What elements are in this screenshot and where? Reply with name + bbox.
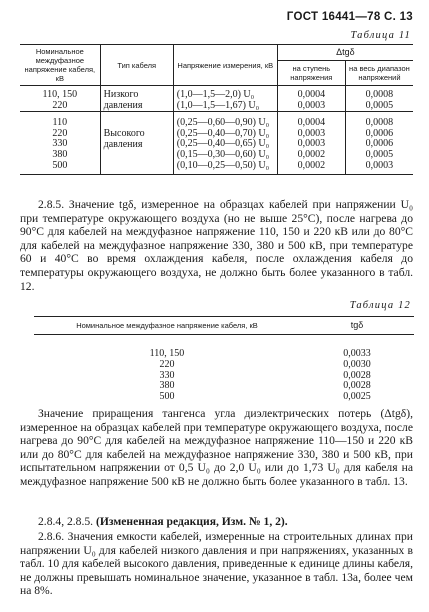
step-cell: 0,0004 [297,89,326,100]
paragraph-2-8-4 [20,515,413,529]
voltage-cell: 500 [159,391,175,403]
voltage-cell: 110, 150 [149,348,185,359]
tg-cell: 0,0028 [343,380,371,392]
range-cell: 0,0006 [365,127,394,139]
table-12 [34,316,414,403]
test-cell: (0,15—0,30—0,60) U₀ [176,148,270,160]
paragraph-2-8-6-text: 2.8.6. Значения емкости кабелей, измеренные на строительных длинах при напряжении U₀ для кабелей низкого давления и при напряжениях, указанных в табл. 10 для кабелей высокого давления, приведенные к единице длины кабеля, не должны превышать номинальное значение, указанное в табл. 13а, более чем на 8%. [20,530,413,598]
voltage-cell: 500 [52,159,68,171]
step-cell: 0,0002 [297,148,326,160]
test-cell: (0,25—0,40—0,70) U₀ [176,127,270,139]
table-row [20,112,413,175]
step-cell: 0,0003 [297,127,326,139]
col-tg-header: tgδ [300,317,414,335]
range-cell: 0,0005 [365,99,394,111]
range-cell: 0,0008 [365,89,394,100]
table-12-caption: Таблица 12 [349,300,411,311]
page-header: ГОСТ 16441—78 С. 13 [286,11,413,23]
type-cell: давления [103,99,143,111]
step-cell: 0,0003 [297,99,326,111]
table-11 [20,44,413,175]
paragraph-2-8-5-text: 2.8.5. Значение tgδ, измеренное на образцах кабелей при напряжении U₀ при температуре окружающего воздуха (но не выше 25°С), после нагрева до 90°С для кабелей на междуфазное напряжение 110, 150 и 220 кВ или до 80°С для кабелей на междуфазное напряжение 330, 380 и 500 кВ, при температуре 60 и 40°С во время охлаждения кабеля, после охлаждения кабеля до температуры окружающего воздуха, не должно быть более указанного в табл. 12. [20,198,413,293]
paragraph-2-8-4-number: 2.8.4, 2.8.5. [38,515,94,528]
range-cell: 0,0005 [365,148,394,160]
col-type-header: Тип кабеля [100,45,173,86]
table-row [20,86,413,112]
paragraph-increment-text: Значение приращения тангенса угла диэлектрических потерь (Δtgδ), измеренное на образцах кабелей при температуре окружающего воздуха, после нагрева до 90°С для кабелей на междуфазное напряжение 110—150 и 220 кВ или до 80°С для кабелей на междуфазное напряжение 330, 380 и 500 кВ, при испытательном напряжении от 0,5 U₀ до 2,0 U₀ или до 1,73 U₀ для кабеля на междуфазное напряжение 500 кВ не должно быть более указанного в табл. 13. [20,407,413,488]
col-voltage-header: Номинальное междуфазное напряжение кабеля, кВ [34,317,300,335]
tg-cell: 0,0030 [343,358,371,370]
test-cell: (0,10—0,25—0,50) U₀ [176,159,270,171]
voltage-cell: 220 [52,99,68,111]
test-cell: (1,0—1,5—1,67) U₀ [176,99,260,111]
test-cell: (1,0—1,5—2,0) U₀ [176,89,255,100]
voltage-cell: 330 [52,138,68,150]
step-cell: 0,0003 [297,138,326,150]
paragraph-increment [20,407,413,489]
test-cell: (0,25—0,40—0,65) U₀ [176,138,270,150]
type-cell: Высокого [103,128,145,140]
table-11-caption: Таблица 11 [350,30,411,41]
voltage-cell: 220 [52,127,68,139]
tg-cell: 0,0028 [343,369,371,381]
col-voltage-header: Номинальное междуфазное напряжение кабеля, кВ [20,45,100,86]
voltage-cell: 330 [159,369,175,381]
col-range-header: на весь диапазон напряжений [345,60,413,86]
tg-cell: 0,0025 [343,391,371,403]
tg-cell: 0,0033 [343,348,371,359]
voltage-cell: 110, 150 [42,89,78,100]
test-cell: (0,25—0,60—0,90) U₀ [176,117,270,129]
col-step-header: на ступень напряжения [277,60,345,86]
voltage-cell: 380 [159,380,175,392]
range-cell: 0,0008 [365,117,394,129]
type-cell: давления [103,138,143,150]
col-test-header: Напряжение измерения, кВ [173,45,277,86]
voltage-cell: 110 [52,117,68,129]
range-cell: 0,0003 [365,159,394,171]
step-cell: 0,0002 [297,159,326,171]
range-cell: 0,0006 [365,138,394,150]
voltage-cell: 380 [52,148,68,160]
type-cell: Низкого [103,89,139,100]
paragraph-2-8-5 [20,198,413,293]
voltage-cell: 220 [159,358,175,370]
paragraph-2-8-6 [20,530,413,598]
amendment-note: (Измененная редакция, Изм. № 1, 2). [95,515,288,528]
table-row [34,335,414,403]
col-dtg-header: Δtgδ [277,45,413,61]
step-cell: 0,0004 [297,117,326,129]
